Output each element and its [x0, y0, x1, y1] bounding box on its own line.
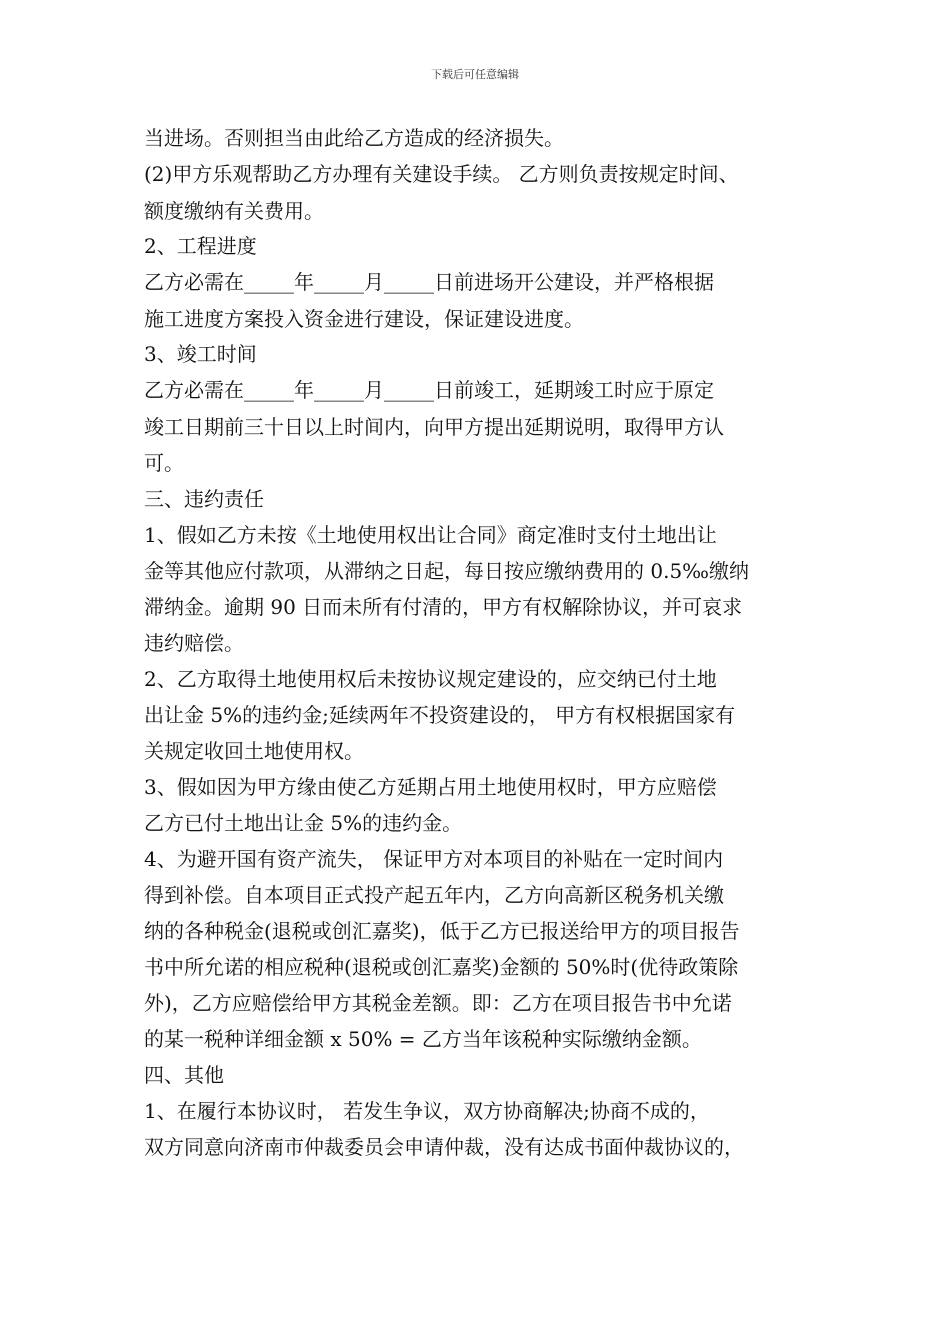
- text-line: 竣工日期前三十日以上时间内，向甲方提出延期说明，取得甲方认: [144, 415, 724, 439]
- text-line: 滞纳金。逾期 90 日而未所有付清的，甲方有权解除协议，并可哀求: [144, 595, 743, 619]
- section-heading: 2、工程进度: [144, 234, 257, 258]
- text-line: 出让金 5%的违约金;延续两年不投资建设的， 甲方有权根据国家有: [144, 703, 736, 727]
- text-line: 4、为避开国有资产流失， 保证甲方对本项目的补贴在一定时间内: [144, 847, 724, 871]
- text-line: 施工进度方案投入资金进行建设，保证建设进度。: [144, 307, 584, 331]
- text-line: 乙方已付土地出让金 5%的违约金。: [144, 811, 463, 835]
- page-header: 下载后可任意编辑: [431, 68, 519, 81]
- text-line: 乙方必需在_____年_____月_____日前竣工，延期竣工时应于原定: [144, 378, 714, 402]
- text-line: 的某一税种详细金额 x 50% = 乙方当年该税种实际缴纳金额。: [144, 1027, 702, 1051]
- text-line: 双方同意向济南市仲裁委员会申请仲裁，没有达成书面仲裁协议的，: [144, 1135, 744, 1159]
- text-line: 乙方必需在_____年_____月_____日前进场开公建设，并严格根据: [144, 270, 714, 294]
- text-line: (2)甲方乐观帮助乙方办理有关建设手续。 乙方则负责按规定时间、: [144, 162, 739, 186]
- text-line: 关规定收回土地使用权。: [144, 739, 364, 763]
- text-line: 纳的各种税金(退税或创汇嘉奖)，低于乙方已报送给甲方的项目报告: [144, 919, 740, 943]
- section-heading: 三、违约责任: [144, 487, 264, 511]
- text-line: 当进场。否则担当由此给乙方造成的经济损失。: [144, 126, 564, 150]
- section-heading: 四、其他: [144, 1063, 224, 1087]
- section-heading: 3、竣工时间: [144, 342, 257, 366]
- text-line: 1、假如乙方未按《土地使用权出让合同》商定准时支付土地出让: [144, 523, 717, 547]
- text-line: 可。: [144, 451, 184, 475]
- text-line: 外)，乙方应赔偿给甲方其税金差额。即：乙方在项目报告书中允诺: [144, 991, 732, 1015]
- text-line: 1、在履行本协议时， 若发生争议，双方协商解决;协商不成的，: [144, 1099, 710, 1123]
- text-line: 金等其他应付款项，从滞纳之日起，每日按应缴纳费用的 0.5‰缴纳: [144, 559, 749, 583]
- text-line: 得到补偿。自本项目正式投产起五年内，乙方向高新区税务机关缴: [144, 883, 724, 907]
- text-line: 违约赔偿。: [144, 631, 244, 655]
- text-line: 3、假如因为甲方缘由使乙方延期占用土地使用权时，甲方应赔偿: [144, 775, 717, 799]
- text-line: 书中所允诺的相应税种(退税或创汇嘉奖)金额的 50%时(优待政策除: [144, 955, 739, 979]
- text-line: 额度缴纳有关费用。: [144, 199, 324, 223]
- text-line: 2、乙方取得土地使用权后未按协议规定建设的，应交纳已付土地: [144, 667, 717, 691]
